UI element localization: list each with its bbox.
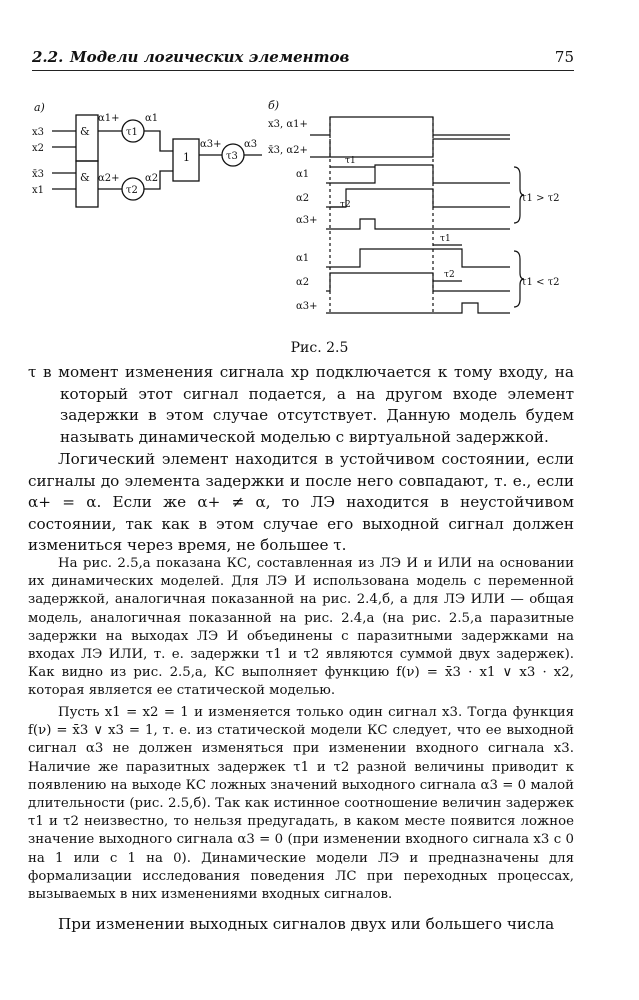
and-gate-1-symbol: & — [80, 125, 90, 138]
header-title: Модели логических элементов — [70, 48, 350, 66]
part-a-label: а) — [34, 101, 45, 114]
wave-tau2-mark: τ2 — [340, 200, 351, 210]
signal-a1-plus: α1+ — [98, 113, 120, 124]
signal-a3: α3 — [244, 139, 258, 150]
signal-a2-plus: α2+ — [98, 173, 120, 184]
signal-a1: α1 — [145, 113, 159, 124]
condition-lt: τ1 < τ2 — [521, 277, 560, 288]
wave-tau1-mark: τ1 — [345, 156, 356, 166]
page-number: 75 — [554, 48, 574, 66]
or-gate-symbol: 1 — [183, 151, 190, 164]
and-gate-2-symbol: & — [80, 171, 90, 184]
running-header — [32, 46, 574, 71]
and-gate-1 — [76, 115, 98, 161]
paragraph-1: τ в момент изменения сигнала xp подключается к тому входу, на который этот сигнал подается, а на другом входе элемент задержки в этом случае отсутствует. Данную модель будем называть динамической моделью с виртуальной задержкой. — [28, 363, 574, 446]
section-number: 2.2. — [32, 48, 64, 66]
wave-tau2-mark-2: τ2 — [444, 270, 455, 280]
paragraph-3: На рис. 2.5,а показана КС, составленная из ЛЭ И и ИЛИ на основании их динамических моделей. Для ЛЭ И использована модель с переменной задержкой, аналогичная показанной на рис. 2.4,б, а для ЛЭ ИЛИ — общая модель, аналогичная показанной на рис. 2.4,а (на рис. 2.5,а паразитные задержки на выходах ЛЭ И объединены с паразитными задержками на входах ЛЭ ИЛИ, т. е. задержки τ1 и τ2 являются суммой двух задержек). Как видно из рис. 2.5,а, КС выполняет функцию f(ν) = x̄3 · x1 ∨ x3 · x2, которая является ее статической моделью. — [28, 556, 574, 699]
wave-a1-label-2: α1 — [296, 253, 310, 264]
wave-a2-label-2: α2 — [296, 277, 310, 288]
and-gate-2 — [76, 161, 98, 207]
tau2-label: τ2 — [126, 185, 138, 196]
paragraph-5: При изменении выходных сигналов двух или большего числа — [58, 915, 555, 933]
wave-a3p-label: α3+ — [296, 215, 318, 226]
input-nx3: x̄3 — [32, 169, 45, 180]
signal-a3-plus: α3+ — [200, 139, 222, 150]
wave-a3p-label-2: α3+ — [296, 301, 318, 312]
paragraph-2: Логический элемент находится в устойчивом состоянии, если сигналы до элемента задержки и после него совпадают, т. е., если α+ = α. Если же α+ ≠ α, то ЛЭ находится в неустойчивом состоянии, так как в этом случае его выходной сигнал должен измениться через время, не большее τ. — [28, 450, 574, 554]
input-x1: x1 — [32, 185, 45, 196]
input-x2: x2 — [32, 143, 45, 154]
part-b-label: б) — [268, 99, 280, 112]
wave-x3-a1p-label: x3, α1+ — [268, 119, 308, 130]
wave-nx3-a2p-label: x̄3, α2+ — [268, 145, 308, 156]
paragraph-4: Пусть x1 = x2 = 1 и изменяется только один сигнал x3. Тогда функция f(ν) = x̄3 ∨ x3 = 1, т. е. из статической модели КС следует, что ее выходной сигнал α3 не должен изменяться при изменении входного сигнала x3. Наличие же паразитных задержек τ1 и τ2 разной величины приводит к появлению на выходе КС ложных значений выходного сигнала α3 = 0 малой длительности (рис. 2.5,б). Так как истинное соотношение величин задержек τ1 и τ2 неизвестно, то нельзя предугадать, в каком месте появится ложное значение выходного сигнала α3 = 0 (при изменении входного сигнала x3 с 0 на 1 или с 1 на 0). Динамические модели ЛЭ и предназначены для формализации исследования поведения ЛС при переходных процессах, вызываемых в них изменениями входных сигналов. — [28, 705, 574, 903]
wave-tau1-mark-2: τ1 — [440, 234, 451, 244]
tau1-label: τ1 — [126, 127, 138, 138]
input-x3: x3 — [32, 127, 45, 138]
wave-a2-label: α2 — [296, 193, 310, 204]
figure-caption: Рис. 2.5 — [290, 340, 349, 356]
figure-2-5 — [30, 95, 590, 335]
condition-gt: τ1 > τ2 — [521, 193, 560, 204]
tau3-label: τ3 — [226, 151, 238, 162]
signal-a2: α2 — [145, 173, 159, 184]
wave-a1-label: α1 — [296, 169, 310, 180]
